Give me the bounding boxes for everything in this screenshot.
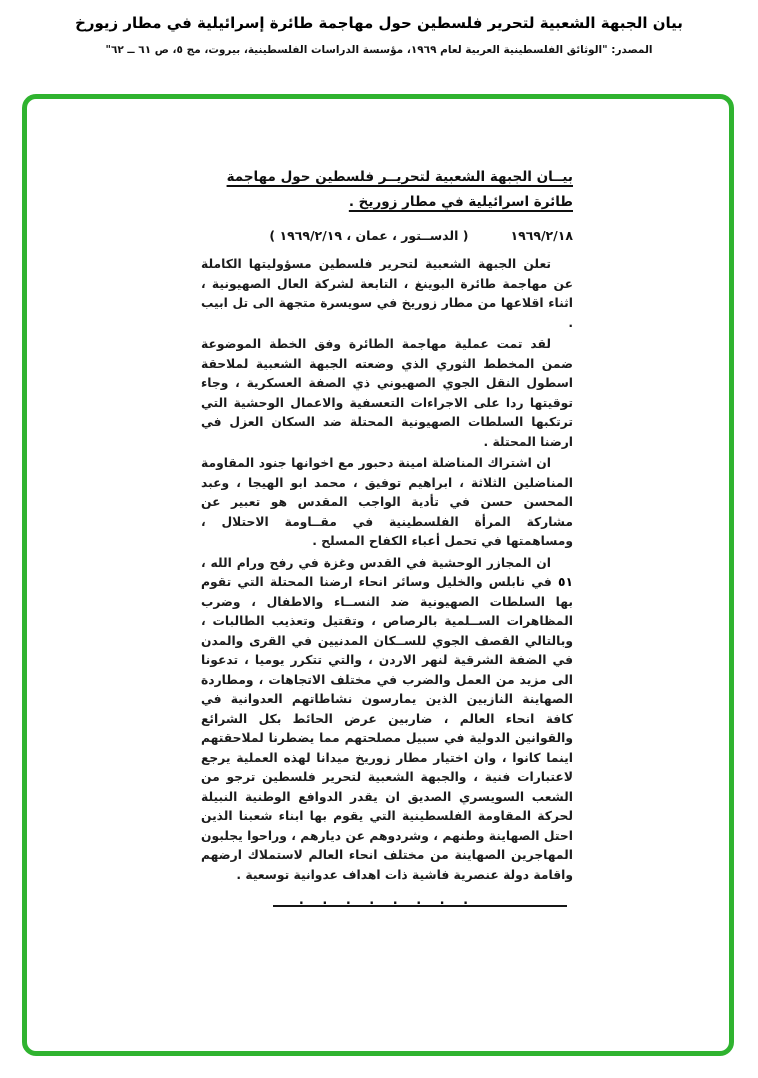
paragraph: [201, 335, 573, 452]
paragraph: [201, 255, 573, 333]
end-dots: . . . . . . . .: [298, 893, 476, 908]
bottom-rule: [273, 905, 567, 907]
document-body: [201, 165, 573, 908]
document-date: ١٩٦٩/٢/١٨: [510, 228, 573, 243]
paragraph: [201, 554, 573, 886]
document-title: [201, 165, 573, 215]
date-line: [201, 228, 573, 243]
paragraph-text: لقد تمت عملية مهاجمة الطائرة وفق الخطة الموضوعة ضمن المخطط الثوري الذي وضعته الجبهة الشعبية لملاحقة اسطول النقل الجوي الصهيوني ذي الصفة العسكرية ، وجاء توقيتها ردا على الاجراءات التعسفية والاعمال الوحشية التي ترتكبها السلطات الصهيونية المحتلة ضد السكان العزل في ارضنا المحتلة .: [201, 337, 573, 449]
paragraphs-container: [201, 255, 573, 885]
paragraph-text: ان المجازر الوحشية في القدس وغزة في رفح ورام الله ،: [201, 555, 551, 570]
green-border-frame: [22, 94, 734, 1056]
paragraph-text: تعلن الجبهة الشعبية لتحرير فلسطين مسؤوليتها الكاملة عن مهاجمة طائرة البوينغ ، التابعة لشركة العال الصهيونية ، اثناء اقلاعها من مطار زوريخ في سويسرة متجهة الى تل ابيب .: [201, 257, 573, 330]
document-title-line1: بيــان الجبهة الشعبية لتحريــر فلسطين حول مهاجمة: [226, 169, 573, 185]
paragraph: [201, 454, 573, 552]
paragraph-text: في نابلس والخليل وسائر انحاء ارضنا المحتلة التي تقوم بها السلطات الصهيونية ضد النســاء والاطفال ، وضرب المظاهرات الســلمية بالرصاص ، وتقتيل وتعذيب الطالبات ، وبالتالي القصف الجوي للســكان المدنيين في القرى والمدن في الضفة الشرقية لنهر الاردن ، والتي تتكرر يوميا ، تدعونا الى مزيد من العمل والضرب في مختلف الاتجاهات ، ومطاردة الصهاينة النازيين الذين يمارسون نشاطاتهم العدوانية في كافة انحاء العالم ، ضاربين عرض الحائط بكل الشرائع والقوانين الدولية في سبيل مصلحتهم مما يضطرنا لملاحقتهم اينما كانوا ، وان اختيار مطار زوريخ ميدانا لهذه العملية يرجع لاعتبارات فنية ، والجبهة الشعبية لتحرير فلسطين ترجو من الشعب السويسري الصديق ان يقدر الدوافع الوطنية النبيلة لحركة المقاومة الفلسطينية التي يقوم بها ابناء شعبنا الذين احتل الصهاينة وطنهم ، وشردوهم عن ديارهم ، وراحوا يجلبون المهاجرين الصهاينة من مختلف انحاء العالم لاستملاك ارضهم واقامة دولة عنصرية فاشية ذات اهداف عدوانية توسعية .: [201, 575, 573, 882]
page-header: [0, 14, 758, 56]
document-title-line2: طائرة اسرائيلية في مطار زوريخ .: [348, 194, 573, 210]
paragraph-text: ان اشتراك المناضلة امينة دحبور مع اخوانها جنود المقاومة المناضلين الثلاثة ، ابراهيم توفيق ، محمد ابو الهيجا ، وعبد المحسن حسن في تأدية الواجب المقدس هو تعبير عن مشاركة المرأة الفلسطينية في مقــاومة الاحتلال ، ومساهمتها في تحمل أعباء الكفاح المسلح .: [201, 456, 573, 548]
page-number-marker: ٥١: [557, 575, 573, 589]
page-title: بيان الجبهة الشعبية لتحرير فلسطين حول مهاجمة طائرة إسرائيلية في مطار زيورخ: [75, 14, 683, 32]
source-citation: المصدر: "الوثائق الفلسطينية العربية لعام ١٩٦٩، مؤسسة الدراسات الفلسطينية، بيروت، مج ٥، ص ٦١ ــ ٦٢": [105, 44, 653, 56]
document-date-source: ( الدســتور ، عمان ، ١٩٦٩/٢/١٩ ): [269, 228, 469, 243]
